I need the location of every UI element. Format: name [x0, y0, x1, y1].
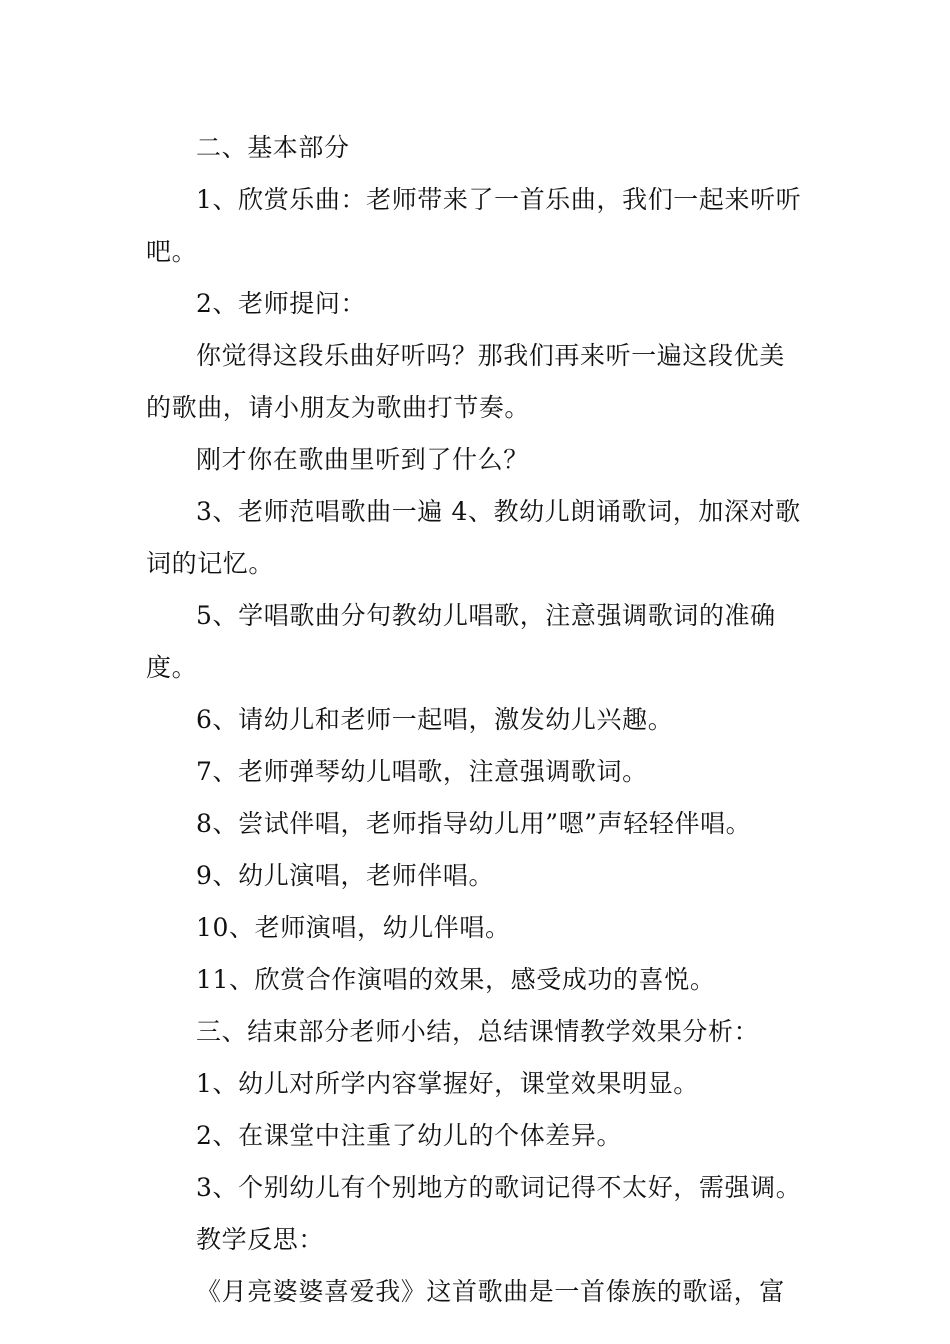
- analysis-item: 1、幼儿对所学内容掌握好，课堂效果明显。: [196, 1069, 699, 1098]
- body-paragraph: 刚才你在歌曲里听到了什么？: [196, 445, 529, 474]
- step-paragraph: 7、老师弹琴幼儿唱歌，注意强调歌词。: [196, 757, 648, 786]
- section-heading-ending: 三、结束部分老师小结，总结课情教学效果分析：: [196, 1017, 760, 1046]
- reflection-heading: 教学反思：: [196, 1225, 325, 1254]
- step-paragraph: 6、请幼儿和老师一起唱，激发幼儿兴趣。: [196, 705, 674, 734]
- step-paragraph: 8、尝试伴唱，老师指导幼儿用”嗯”声轻轻伴唱。: [196, 809, 752, 838]
- body-paragraph: 你觉得这段乐曲好听吗？那我们再来听一遍这段优美的歌曲，请小朋友为歌曲打节奏。: [146, 341, 785, 422]
- reflection-paragraph: 《月亮婆婆喜爱我》这首歌曲是一首傣族的歌谣，富: [196, 1277, 785, 1306]
- step-paragraph: 11、欣赏合作演唱的效果，感受成功的喜悦。: [196, 965, 716, 994]
- step-paragraph: 10、老师演唱，幼儿伴唱。: [196, 913, 511, 942]
- step-paragraph: 5、学唱歌曲分句教幼儿唱歌，注意强调歌词的准确度。: [146, 601, 776, 682]
- step-paragraph: 2、老师提问：: [196, 289, 367, 318]
- analysis-item: 2、在课堂中注重了幼儿的个体差异。: [196, 1121, 623, 1150]
- step-paragraph: 1、欣赏乐曲：老师带来了一首乐曲，我们一起来听听吧。: [146, 185, 802, 266]
- document-body: [146, 122, 810, 1318]
- step-paragraph: 3、老师范唱歌曲一遍 4、教幼儿朗诵歌词，加深对歌词的记忆。: [146, 497, 801, 578]
- step-paragraph: 9、幼儿演唱，老师伴唱。: [196, 861, 495, 890]
- section-heading-basic: 二、基本部分: [196, 133, 350, 162]
- analysis-item: 3、个别幼儿有个别地方的歌词记得不太好，需强调。: [196, 1173, 802, 1202]
